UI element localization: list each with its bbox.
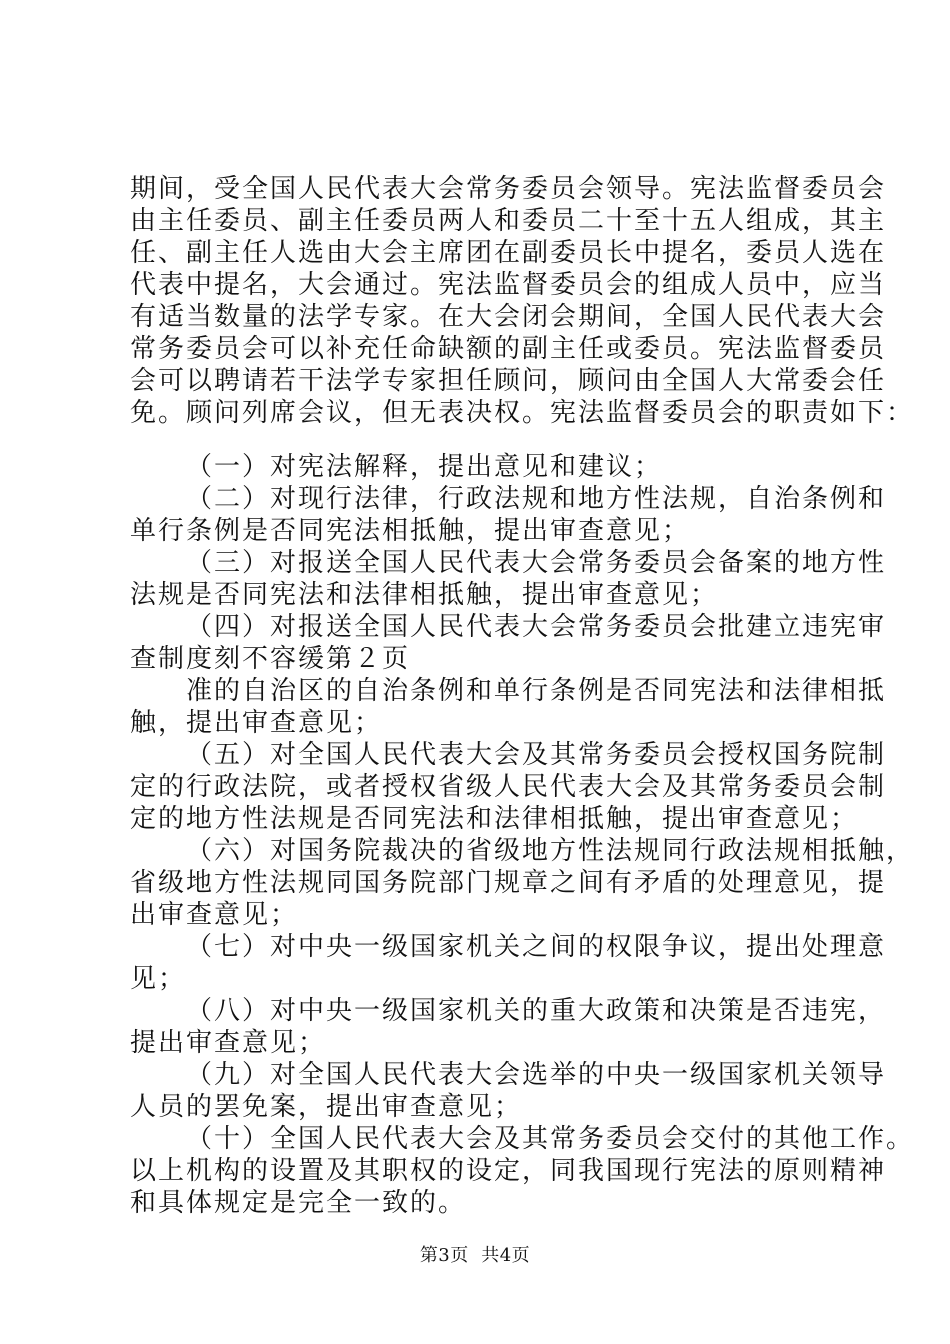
page-footer: 第3页 共4页: [419, 1245, 531, 1266]
text-line: 提出审查意见；: [130, 1028, 327, 1058]
text-line: 以上机构的设置及其职权的设定，同我国现行宪法的原则精神: [130, 1156, 887, 1186]
intro-paragraph: [130, 173, 915, 429]
text-line: 由主任委员、副主任委员两人和委员二十至十五人组成，其主: [130, 206, 887, 236]
duty-item-4: [130, 611, 887, 675]
duty-item-1: [130, 451, 840, 483]
text-line: 会可以聘请若干法学专家担任顾问，顾问由全国人大常委会任: [130, 366, 887, 396]
text-line: 定的地方性法规是否同宪法和法律相抵触，提出审查意见；: [130, 804, 859, 834]
text-line: 和具体规定是完全一致的。: [130, 1188, 467, 1218]
text-line: （四）对报送全国人民代表大会常务委员会批建立违宪审: [186, 612, 887, 642]
text-line: 出审查意见；: [130, 900, 299, 930]
text-line: （一）对宪法解释，提出意见和建议；: [186, 452, 663, 482]
duty-item-10: [130, 1123, 915, 1219]
text-line: 定的行政法院，或者授权省级人民代表大会及其常务委员会制: [130, 772, 887, 802]
text-line: 代表中提名，大会通过。宪法监督委员会的组成人员中，应当: [130, 270, 887, 300]
text-line: （三）对报送全国人民代表大会常务委员会备案的地方性: [186, 548, 887, 578]
text-line: （五）对全国人民代表大会及其常务委员会授权国务院制: [186, 740, 887, 770]
text-line: 省级地方性法规同国务院部门规章之间有矛盾的处理意见，提: [130, 868, 887, 898]
text-line: 人员的罢免案，提出审查意见；: [130, 1092, 523, 1122]
text-line: （八）对中央一级国家机关的重大政策和决策是否违宪，: [186, 996, 887, 1026]
text-line: （二）对现行法律，行政法规和地方性法规，自治条例和: [186, 484, 887, 514]
duty-item-7: [130, 931, 887, 995]
duty-item-4-continued: [130, 675, 887, 739]
text-line: 期间，受全国人民代表大会常务委员会领导。宪法监督委员会: [130, 174, 887, 204]
duty-item-6: [130, 835, 915, 931]
duty-item-2: [130, 483, 887, 547]
document-body: [130, 173, 915, 1219]
text-line: 有适当数量的法学专家。在大会闭会期间，全国人民代表大会: [130, 302, 887, 332]
text-line: 法规是否同宪法和法律相抵触，提出审查意见；: [130, 580, 719, 610]
text-line: （七）对中央一级国家机关之间的权限争议，提出处理意: [186, 932, 887, 962]
text-line: 单行条例是否同宪法相抵触，提出审查意见；: [130, 516, 691, 546]
duty-item-5: [130, 739, 887, 835]
text-line: 查制度刻不容缓第２页: [130, 644, 411, 674]
text-line: （九）对全国人民代表大会选举的中央一级国家机关领导: [186, 1060, 887, 1090]
text-line: 准的自治区的自治条例和单行条例是否同宪法和法律相抵: [186, 676, 887, 706]
duty-item-8: [130, 995, 887, 1059]
duty-item-9: [130, 1059, 887, 1123]
text-line: （六）对国务院裁决的省级地方性法规同行政法规相抵触，: [186, 836, 915, 866]
text-line: 任、副主任人选由大会主席团在副委员长中提名，委员人选在: [130, 238, 887, 268]
text-line: 见；: [130, 964, 187, 994]
text-line: 免。顾问列席会议，但无表决权。宪法监督委员会的职责如下：: [130, 398, 915, 428]
text-line: 触，提出审查意见；: [130, 708, 383, 738]
text-line: （十）全国人民代表大会及其常务委员会交付的其他工作。: [186, 1124, 915, 1154]
duty-item-3: [130, 547, 887, 611]
text-line: 常务委员会可以补充任命缺额的副主任或委员。宪法监督委员: [130, 334, 887, 364]
paragraph-gap: [130, 429, 840, 451]
